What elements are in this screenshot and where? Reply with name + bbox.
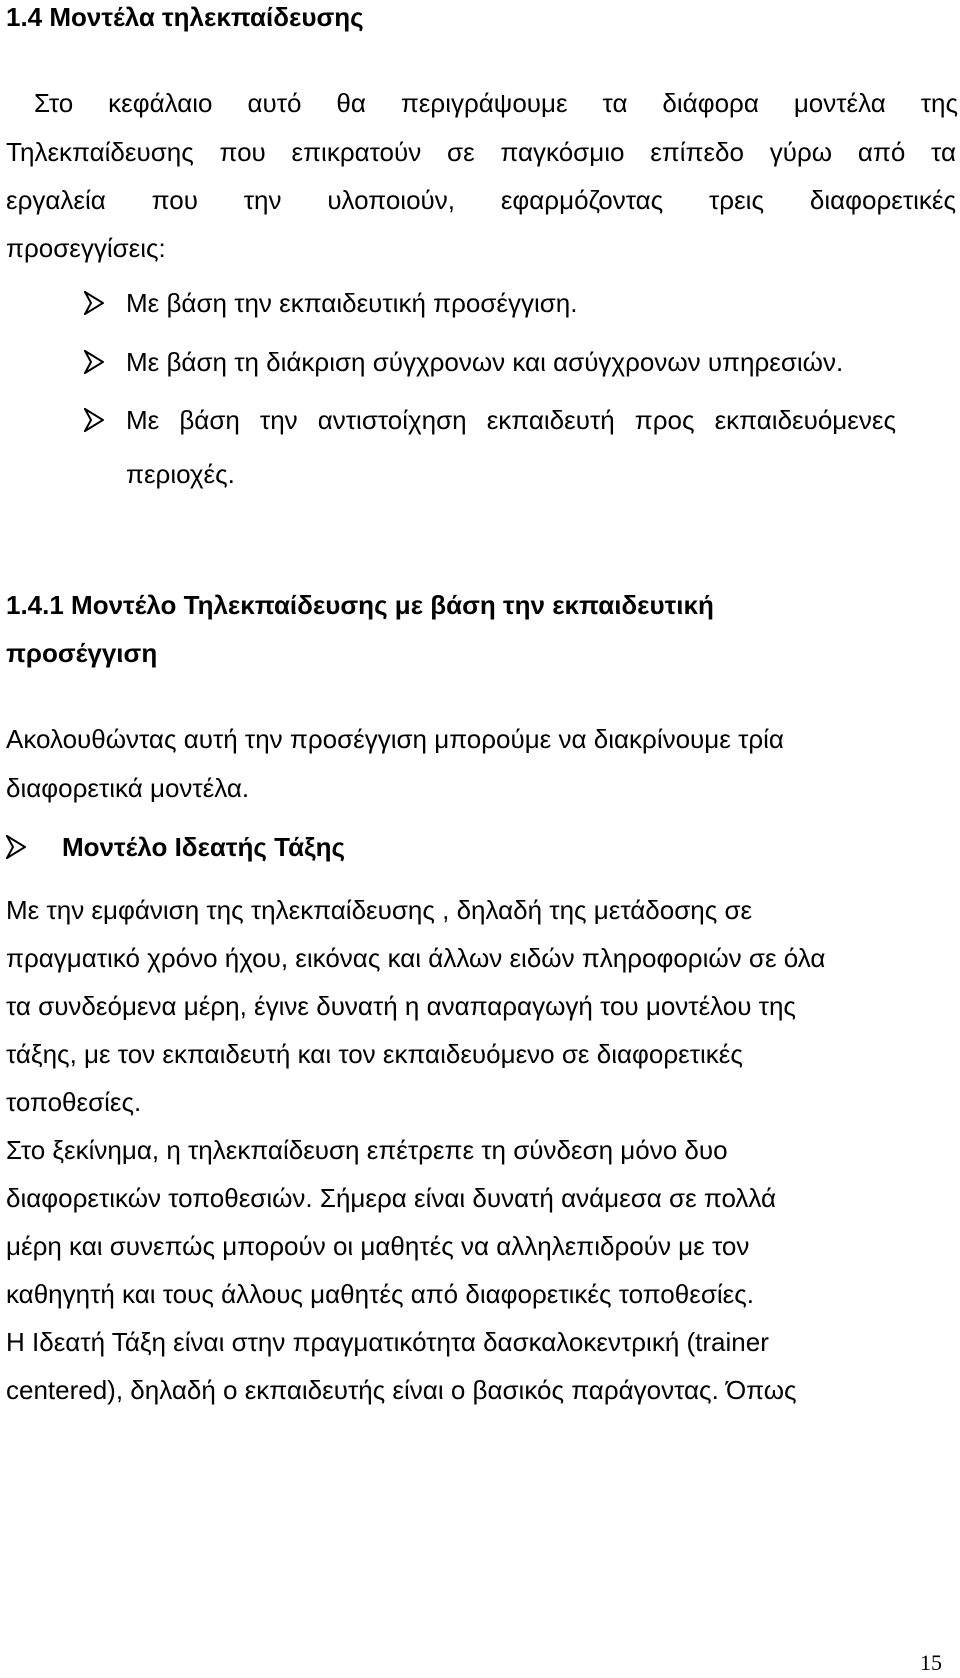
model-heading <box>6 834 345 860</box>
approach-item-1-text: Με βάση την εκπαιδευτική προσέγγιση. <box>126 288 578 318</box>
section-heading: 1.4 Μοντέλα τηλεκπαίδευσης <box>6 2 364 32</box>
page-number: 15 <box>920 1650 942 1675</box>
body-line-2: πραγματικό χρόνο ήχου, εικόνας και άλλων ειδών πληροφοριών σε όλα <box>6 943 826 973</box>
intro-line-3: εργαλεία που την υλοποιούν, εφαρμόζοντας τρεις διαφορετικές <box>6 185 956 215</box>
approach-item-1 <box>84 290 577 316</box>
body-line-5: τοποθεσίες. <box>6 1087 142 1117</box>
body-line-9: καθηγητή και τους άλλους μαθητές από διαφορετικές τοποθεσίες. <box>6 1279 754 1309</box>
arrowhead-bullet-icon <box>84 408 104 432</box>
body-line-1: Με την εμφάνιση της τηλεκπαίδευσης , δηλαδή της μετάδοσης σε <box>6 895 753 925</box>
approach-item-3 <box>84 407 958 433</box>
body-line-8: μέρη και συνεπώς μπορούν οι μαθητές να αλληλεπιδρούν με τον <box>6 1231 750 1261</box>
intro-line-1: Στο κεφάλαιο αυτό θα περιγράψουμε τα διάφορα μοντέλα της <box>34 88 958 118</box>
approach-item-3-text: Με βάση την αντιστοίχηση εκπαιδευτή προς εκπαιδευόμενες <box>126 405 896 435</box>
arrowhead-bullet-icon <box>84 350 104 374</box>
body-line-6: Στο ξεκίνημα, η τηλεκπαίδευση επέτρεπε τη σύνδεση μόνο δυο <box>6 1135 728 1165</box>
arrowhead-bullet-icon <box>84 291 104 315</box>
intro-line-4: προσεγγίσεις: <box>6 233 166 263</box>
subsection-intro-line-2: διαφορετικά μοντέλα. <box>6 773 250 803</box>
approach-item-2 <box>84 349 843 375</box>
approach-item-2-text: Με βάση τη διάκριση σύγχρονων και ασύγχρονων υπηρεσιών. <box>126 347 844 377</box>
arrowhead-bullet-icon <box>6 835 26 859</box>
body-line-7: διαφορετικών τοποθεσιών. Σήμερα είναι δυνατή ανάμεσα σε πολλά <box>6 1183 777 1213</box>
intro-line-2: Τηλεκπαίδευσης που επικρατούν σε παγκόσμιο επίπεδο γύρω από τα <box>6 137 956 167</box>
model-heading-text: Μοντέλο Ιδεατής Τάξης <box>62 832 346 862</box>
body-line-10: Η Ιδεατή Τάξη είναι στην πραγματικότητα δασκαλοκεντρική (trainer <box>6 1327 769 1357</box>
approach-item-3-continuation: περιοχές. <box>126 459 235 489</box>
subsection-heading-line-2: προσέγγιση <box>6 638 158 668</box>
body-line-11: centered), δηλαδή ο εκπαιδευτής είναι ο βασικός παράγοντας. Όπως <box>6 1375 797 1405</box>
subsection-heading-line-1: 1.4.1 Μοντέλο Τηλεκπαίδευσης με βάση την εκπαιδευτική <box>6 590 714 620</box>
body-line-3: τα συνδεόμενα μέρη, έγινε δυνατή η αναπαραγωγή του μοντέλου της <box>6 991 796 1021</box>
subsection-intro-line-1: Ακολουθώντας αυτή την προσέγγιση μπορούμε να διακρίνουμε τρία <box>6 724 784 754</box>
body-line-4: τάξης, με τον εκπαιδευτή και τον εκπαιδευόμενο σε διαφορετικές <box>6 1039 743 1069</box>
